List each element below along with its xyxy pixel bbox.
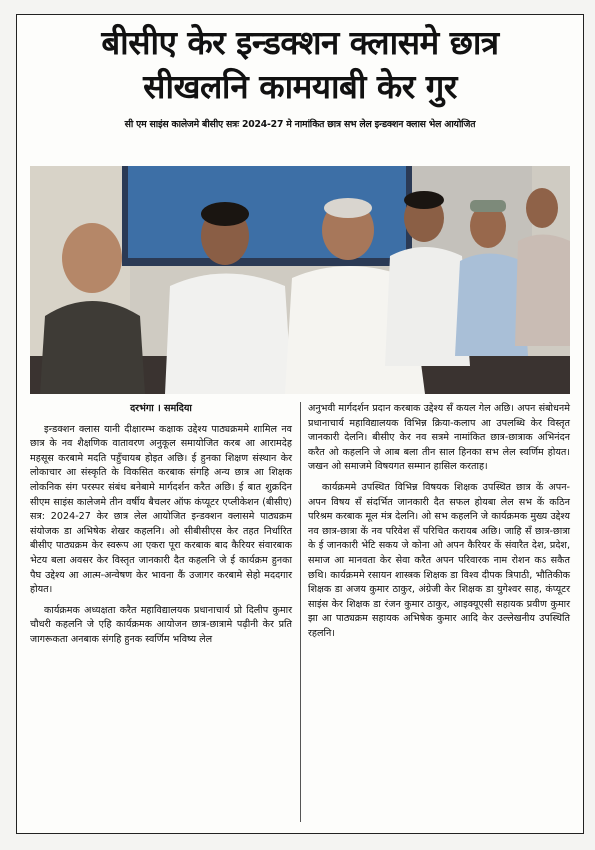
paragraph: कार्यक्रममे उपस्थित विभिन्न विषयक शिक्षक उपस्थित छात्र कें अपन-अपन विषय सँ संदर्भित जानकारी दैत सफल होयबा लेल सभ कें कठिन परिश्रम करबाक मूल मंत्र देलनि। ओ सभ कहलनि जे कार्यक्रमक मुख्य उद्देश्य नव छात्र-छात्रा कें नव परिवेश सँ परिचित करायब अछि। जाहि सँ छात्र-छात्रा के ई जानकारी भेटि सकय जे कोना ओ अपन कैरियर कें संवारैत देश, प्रदेश, समाज आ मानवता केर सेवा करैत अपन परिवारक नाम रोशन कऽ सकैत छथि। कार्यक्रममे रसायन शास्त्रक शिक्षक डा विश्व दीपक त्रिपाठी, भौतिकीक शिक्षक डा अजय कुमार ठाकुर, अंग्रेजी केर शिक्षक डा युगेश्वर साह, कंप्यूटर साइंस केर शिक्षक डा रंजन कुमार ठाकुर, आइक्यूएसी सहायक प्रवीण कुमार झा आ पाठ्यक्रम सहायक अभिषेक कुमार आदि केर उल्लेखनीय उपस्थिति रहलनि। — [308, 481, 570, 639]
headline-line-2: सीखलनि कामयाबी केर गुर — [143, 67, 457, 106]
headline — [17, 21, 583, 109]
paragraph: इन्डक्शन क्लास यानी दीक्षारम्भ कक्षाक उद्देश्य पाठ्यक्रममे शामिल नव छात्र के नव शैक्षणिक वातावरण अनुकूल समायोजित करब आ आरामदेह महसूस करबामे मदति पहुँचायब होइत अछि। ई हुनका शिक्षण संस्थान केर लोकाचार आ संस्कृति के विकसित करबाक संगहि अन्य छात्र आ शिक्षक लोकनिक संग परस्पर संबंध बनेबामे मार्गदर्शन करैत अछि। ई बात शुक्रदिन सीएम साइंस कालेजमे तीन वर्षीय बैचलर ऑफ कंप्यूटर एप्लीकेशन (बीसीए) सत्र: 2024-27 केर छात्र लेल आयोजित इन्डक्शन क्लासमे पाठ्यक्रम संयोजक डा अभिषेक शेखर कहलनि। ओ सीबीसीएस केर तहत निर्धारित बीसीए पाठ्यक्रम केर स्वरूप आ एकरा पूरा करबाक बाद कैरियर संवारबाक भेटय बला अवसर केर विस्तृत जानकारी दैत कहलनि जे ई कार्यक्रम हुनका पैघ उद्देश्य आ आत्म-अन्वेषण केर भावना कैं उजागर करबामे सेहो मददगार होयत। — [30, 423, 292, 596]
headline-line-1: बीसीए केर इन्डक्शन क्लासमे छात्र — [101, 23, 499, 62]
subheadline: सी एम साइंस कालेजमे बीसीए सत्रः 2024-27 मे नामांकित छात्र सभ लेल इन्डक्शन क्लास भेल आयोजित — [124, 119, 476, 130]
dateline: दरभंगा । समदिया — [130, 403, 192, 414]
newspaper-clipping — [16, 14, 584, 834]
column-divider — [300, 402, 301, 822]
article-body — [30, 402, 570, 822]
event-photo — [30, 166, 570, 394]
article-column-right — [308, 402, 570, 648]
article-column-left — [30, 402, 292, 654]
paragraph: अनुभवी मार्गदर्शन प्रदान करबाक उद्देश्य सँ कयल गेल अछि। अपन संबोधनमे प्रधानाचार्य महाविद्यालयक विभिन्न क्रिया-कलाप आ उपलब्धि केर विस्तृत जानकारी देलनि। बीसीए केर नव सत्रमे नामांकित छात्र-छात्राक अभिनंदन करैत ओ कहलनि जे आब बला तीन साल हिनका सभ लेल स्वर्णिम होयत। जखन ओ समाजमे विषयगत सम्मान हासिल करताह। — [308, 403, 570, 473]
paragraph: कार्यक्रमक अध्यक्षता करैत महाविद्यालयक प्रधानाचार्य प्रो दिलीप कुमार चौधरी कहलनि जे एहि कार्यक्रमक आयोजन छात्र-छात्रामे पढ़ीनी केर प्रति जागरूकता अनबाक संगहि हुनक स्वर्णिम भविष्य लेल — [30, 604, 292, 645]
